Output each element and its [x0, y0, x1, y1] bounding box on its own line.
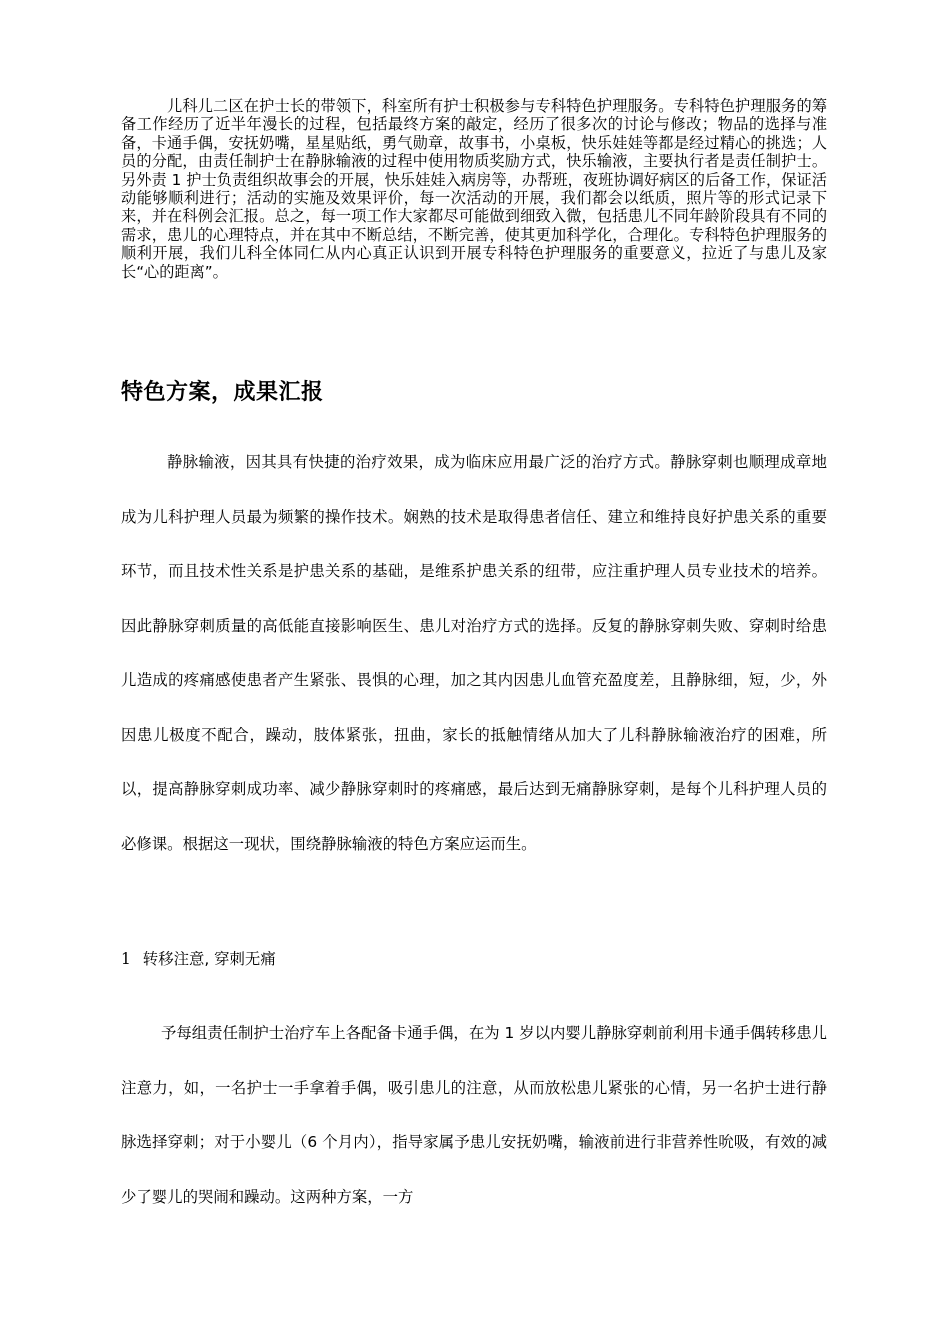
section-paragraph: 静脉输液，因其具有快捷的治疗效果，成为临床应用最广泛的治疗方式。静脉穿刺也顺理成章地成为儿科护理人员最为频繁的操作技术。娴熟的技术是取得患者信任、建立和维持良好护患关系的重要环节，而且技术性关系是护患关系的基础，是维系护患关系的纽带，应注重护理人员专业技术的培养。因此静脉穿刺质量的高低能直接影响医生、患儿对治疗方式的选择。反复的静脉穿刺失败、穿刺时给患儿造成的疼痛感使患者产生紧张、畏惧的心理，加之其内因患儿血管充盈度差，且静脉细，短，少，外因患儿极度不配合，躁动，肢体紧张，扭曲，家长的抵触情绪从加大了儿科静脉输液治疗的困难，所以，提高静脉穿刺成功率、减少静脉穿刺时的疼痛感，最后达到无痛静脉穿刺，是每个儿科护理人员的必修课。根据这一现状，围绕静脉输液的特色方案应运而生。	[121, 453, 827, 853]
subsection-title: 转移注意, 穿刺无痛	[142, 950, 276, 968]
section-heading: 特色方案，成果汇报	[121, 380, 324, 405]
intro-paragraph: 儿科儿二区在护士长的带领下，科室所有护士积极参与专科特色护理服务。专科特色护理服务的筹备工作经历了近半年漫长的过程，包括最终方案的敲定，经历了很多次的讨论与修改；物品的选择与准备，卡通手偶，安抚奶嘴，星星贴纸，勇气勋章，故事书，小桌板，快乐娃娃等都是经过精心的挑选；人员的分配，由责任制护士在静脉输液的过程中使用物质奖励方式，快乐输液，主要执行者是责任制护士。另外责 1 护士负责组织故事会的开展，快乐娃娃入病房等，办帮班，夜班协调好病区的后备工作，保证活动能够顺利进行；活动的实施及效果评价，每一次活动的开展，我们都会以纸质，照片等的形式记录下来，并在科例会汇报。总之，每一项工作大家都尽可能做到细致入微，包括患儿不同年龄阶段具有不同的需求，患儿的心理特点，并在其中不断总结，不断完善，使其更加科学化，合理化。专科特色护理服务的顺利开展，我们儿科全体同仁从内心真正认识到开展专科特色护理服务的重要意义，拉近了与患儿及家长“心的距离”。	[121, 97, 827, 281]
subsection-heading	[121, 946, 276, 972]
subsection-paragraph: 予每组责任制护士治疗车上各配备卡通手偶，在为 1 岁以内婴儿静脉穿刺前利用卡通手偶转移患儿注意力，如，一名护士一手拿着手偶，吸引患儿的注意，从而放松患儿紧张的心情，另一名护士进行静脉选择穿刺；对于小婴儿（6 个月内），指导家属予患儿安抚奶嘴，输液前进行非营养性吮吸，有效的减少了婴儿的哭闹和躁动。这两种方案，一方	[121, 1024, 827, 1206]
subsection-number: 1	[121, 950, 131, 968]
